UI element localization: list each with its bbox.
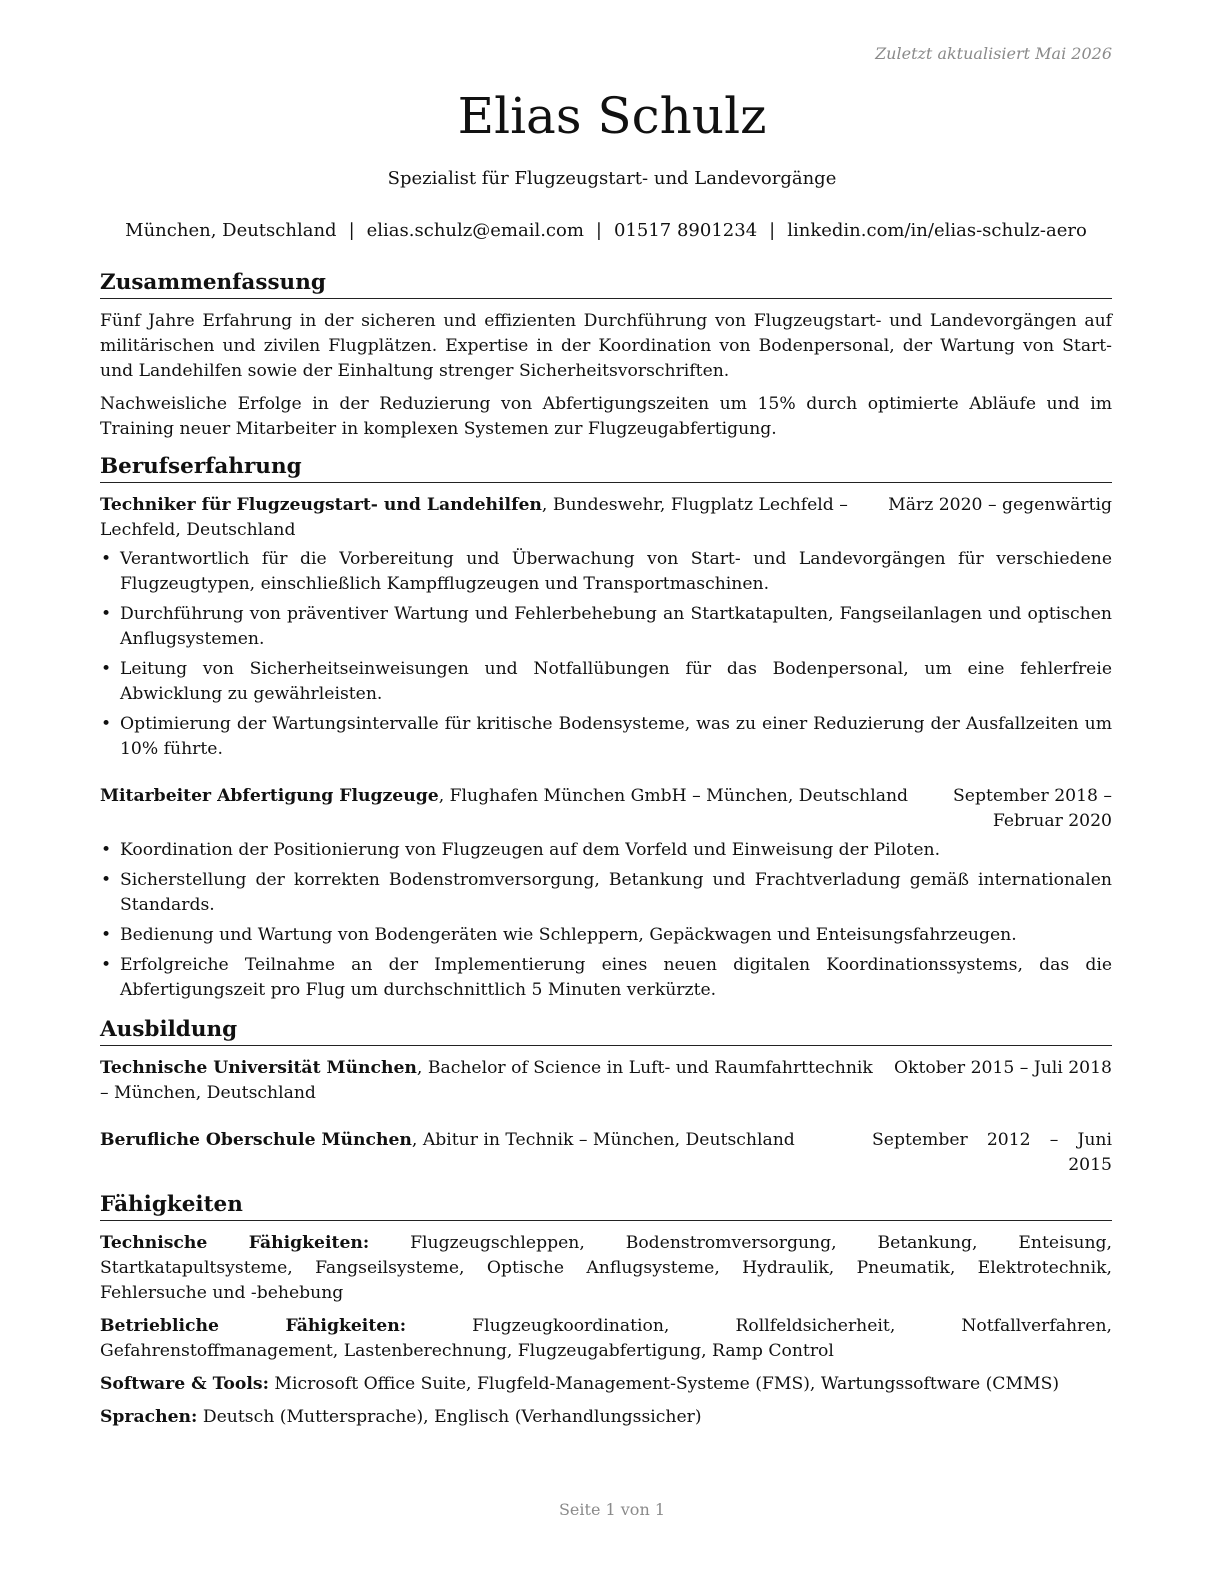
job-organization: , Bundeswehr, Flugplatz Lechfeld – Lechfeld, Deutschland: [100, 495, 848, 540]
skill-label: Betriebliche Fähigkeiten:: [100, 1316, 407, 1336]
entry-heading: [100, 1128, 872, 1153]
contact-separator: |: [769, 220, 776, 241]
entry-header: [100, 784, 1112, 834]
job-organization: , Flughafen München GmbH – München, Deutschland: [438, 786, 909, 806]
bullet-item: • Optimierung der Wartungsintervalle für kritische Bodensysteme, was zu einer Reduzierung der Ausfallzeiten um 10% führte.: [100, 712, 1112, 762]
job-bullets: [100, 547, 1112, 762]
entry-heading: [100, 1056, 894, 1106]
school-name: Berufliche Oberschule München: [100, 1130, 412, 1150]
experience-section: [100, 452, 1112, 1003]
summary-section: [100, 268, 1112, 442]
entry-heading: [100, 493, 888, 543]
job-dates: März 2020 – gegenwärtig: [888, 495, 1112, 515]
summary-paragraph: Fünf Jahre Erfahrung in der sicheren und effizienten Durchführung von Flugzeugstart- und Landevorgängen auf militärischen und zivilen Flugplätzen. Expertise in der Koordination von Bodenpersonal, der Wartung von Start- und Landehilfen sowie der Einhaltung strenger Sicherheitsvorschriften.: [100, 311, 1112, 381]
skill-value: Flugzeugkoordination, Rollfeldsicherheit, Notfallverfahren, Gefahrenstoffmanagement, Lastenberechnung, Flugzeugabfertigung, Ramp Control: [100, 1316, 1112, 1361]
last-updated-note: Zuletzt aktualisiert Mai 2026: [875, 44, 1112, 63]
education-entry: [100, 1056, 1112, 1106]
bullet-item: • Sicherstellung der korrekten Bodenstromversorgung, Betankung und Frachtverladung gemäß internationalen Standards.: [100, 868, 1112, 918]
contact-separator: |: [595, 220, 602, 241]
skill-line: [100, 1372, 1112, 1397]
education-dates: Oktober 2015 – Juli 2018: [893, 1058, 1112, 1078]
summary-paragraph: Nachweisliche Erfolge in der Reduzierung von Abfertigungszeiten um 15% durch optimierte Abläufe und im Training neuer Mitarbeiter in komplexen Systemen zur Flugzeugabfertigung.: [100, 394, 1112, 439]
bullet-item: • Leitung von Sicherheitseinweisungen und Notfallübungen für das Bodenpersonal, um eine fehlerfreie Abwicklung zu gewährleisten.: [100, 657, 1112, 707]
education-section: [100, 1015, 1112, 1178]
contact-phone[interactable]: 01517 8901234: [614, 220, 758, 241]
skill-label: Sprachen:: [100, 1407, 198, 1427]
entry-heading: [100, 784, 952, 809]
bullet-item: • Erfolgreiche Teilnahme an der Implementierung eines neuen digitalen Koordinationssystems, das die Abfertigungszeit pro Flug um durchschnittlich 5 Minuten verkürzte.: [100, 953, 1112, 1003]
contact-line: [100, 220, 1112, 241]
resume-content: [100, 268, 1112, 1440]
contact-linkedin[interactable]: linkedin.com/in/elias-schulz-aero: [787, 220, 1087, 241]
section-title-education: Ausbildung: [100, 1015, 1112, 1046]
contact-email[interactable]: elias.schulz@email.com: [366, 220, 584, 241]
skills-section: [100, 1190, 1112, 1430]
candidate-headline: Spezialist für Flugzeugstart- und Landevorgänge: [387, 168, 837, 189]
education-entry: [100, 1128, 1112, 1178]
candidate-name: Elias Schulz: [457, 87, 767, 145]
bullet-item: • Bedienung und Wartung von Bodengeräten wie Schleppern, Gepäckwagen und Enteisungsfahrzeugen.: [100, 923, 1112, 948]
skill-value: Flugzeugschleppen, Bodenstromversorgung, Betankung, Enteisung, Startkatapultsysteme, Fangseilsysteme, Optische Anflugsysteme, Hydraulik, Pneumatik, Elektrotechnik, Fehlersuche und -behebung: [100, 1233, 1113, 1303]
job-dates: September 2018 – Februar 2020: [953, 786, 1112, 831]
skill-line: [100, 1231, 1112, 1306]
job-bullets: [100, 838, 1112, 1003]
experience-entry: [100, 493, 1112, 762]
degree-detail: , Abitur in Technik – München, Deutschland: [411, 1130, 795, 1150]
job-title: Techniker für Flugzeugstart- und Landehilfen: [100, 495, 542, 515]
job-title: Mitarbeiter Abfertigung Flugzeuge: [100, 786, 439, 806]
bullet-item: • Durchführung von präventiver Wartung und Fehlerbehebung an Startkatapulten, Fangseilanlagen und optischen Anflugsystemen.: [100, 602, 1112, 652]
entry-header: [100, 493, 1112, 543]
contact-location: München, Deutschland: [125, 220, 337, 241]
skill-label: Software & Tools:: [100, 1374, 269, 1394]
page-footer: Seite 1 von 1: [558, 1500, 666, 1519]
experience-entry: [100, 784, 1112, 1003]
education-dates: September 2012 – Juni 2015: [872, 1130, 1112, 1175]
skill-label: Technische Fähigkeiten:: [100, 1233, 370, 1253]
skill-value: Deutsch (Muttersprache), Englisch (Verhandlungssicher): [197, 1407, 702, 1427]
degree-detail: , Bachelor of Science in Luft- und Raumfahrttechnik – München, Deutschland: [100, 1058, 873, 1103]
skill-value: Microsoft Office Suite, Flugfeld-Management-Systeme (FMS), Wartungssoftware (CMMS): [268, 1374, 1060, 1394]
section-title-experience: Berufserfahrung: [100, 452, 1112, 483]
section-title-summary: Zusammenfassung: [100, 268, 1112, 299]
school-name: Technische Universität München: [100, 1058, 417, 1078]
bullet-item: • Koordination der Positionierung von Flugzeugen auf dem Vorfeld und Einweisung der Piloten.: [100, 838, 1112, 863]
section-title-skills: Fähigkeiten: [100, 1190, 1112, 1221]
bullet-item: • Verantwortlich für die Vorbereitung und Überwachung von Start- und Landevorgängen für verschiedene Flugzeugtypen, einschließlich Kampfflugzeugen und Transportmaschinen.: [100, 547, 1112, 597]
contact-separator: |: [348, 220, 355, 241]
skill-line: [100, 1314, 1112, 1364]
skill-line: [100, 1405, 1112, 1430]
